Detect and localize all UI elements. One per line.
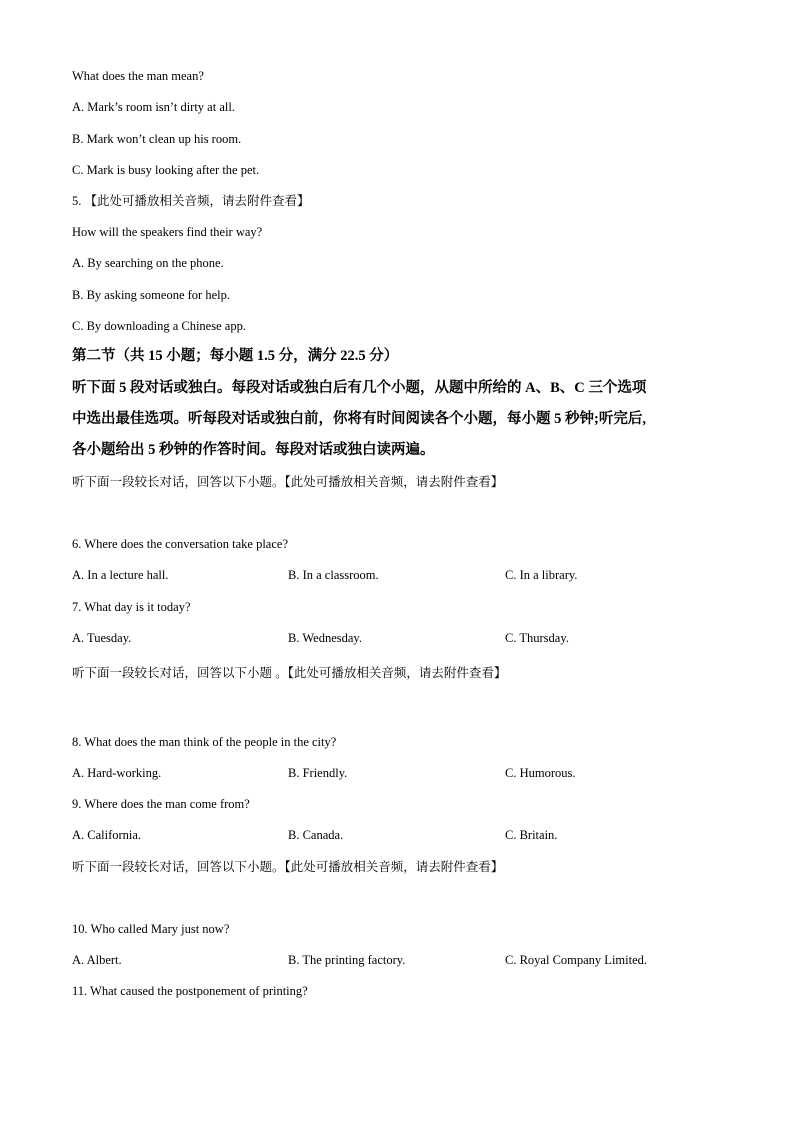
q7-question: 7. What day is it today? bbox=[72, 600, 191, 614]
dialog3-audio-prompt: 听下面一段较长对话，回答以下小题。【此处可播放相关音频，请去附件查看】 bbox=[72, 860, 504, 874]
dialog1-audio-prompt: 听下面一段较长对话，回答以下小题。【此处可播放相关音频，请去附件查看】 bbox=[72, 475, 504, 489]
q5-audio-prompt: 5. 【此处可播放相关音频，请去附件查看】 bbox=[72, 194, 310, 208]
q5-option-a: A. By searching on the phone. bbox=[72, 256, 224, 270]
q8-option-b: B. Friendly. bbox=[288, 766, 348, 780]
q5-question: How will the speakers find their way? bbox=[72, 225, 263, 239]
q10-question: 10. Who called Mary just now? bbox=[72, 922, 230, 936]
q8-option-c: C. Humorous. bbox=[505, 766, 576, 780]
q8-option-a: A. Hard-working. bbox=[72, 766, 162, 780]
section2-instruction-line: 各小题给出 5 秒钟的作答时间。每段对话或独白读两遍。 bbox=[72, 442, 435, 458]
q4-option-b: B. Mark won’t clean up his room. bbox=[72, 132, 242, 146]
q10-option-c: C. Royal Company Limited. bbox=[505, 953, 648, 967]
section2-heading: 第二节（共 15 小题；每小题 1.5 分，满分 22.5 分） bbox=[72, 348, 399, 364]
q7-option-a: A. Tuesday. bbox=[72, 631, 132, 645]
q4-question: What does the man mean? bbox=[72, 69, 204, 83]
dialog2-audio-prompt: 听下面一段较长对话，回答以下小题 。【此处可播放相关音频，请去附件查看】 bbox=[72, 666, 507, 680]
q5-option-c: C. By downloading a Chinese app. bbox=[72, 319, 246, 333]
section2-instruction-line: 听下面 5 段对话或独白。每段对话或独白后有几个小题，从题中所给的 A、B、C 三个选项 bbox=[72, 380, 647, 396]
section2-instruction-line: 中选出最佳选项。听每段对话或独白前，你将有时间阅读各个小题，每小题 5 秒钟;听完后, bbox=[72, 411, 646, 427]
q6-option-b: B. In a classroom. bbox=[288, 568, 379, 582]
q8-question: 8. What does the man think of the people in the city? bbox=[72, 735, 337, 749]
q9-option-c: C. Britain. bbox=[505, 828, 558, 842]
q9-question: 9. Where does the man come from? bbox=[72, 797, 250, 811]
q7-option-c: C. Thursday. bbox=[505, 631, 569, 645]
q11-question: 11. What caused the postponement of printing? bbox=[72, 984, 308, 998]
q10-option-b: B. The printing factory. bbox=[288, 953, 406, 967]
q4-option-c: C. Mark is busy looking after the pet. bbox=[72, 163, 260, 177]
q10-option-a: A. Albert. bbox=[72, 953, 122, 967]
q6-option-c: C. In a library. bbox=[505, 568, 578, 582]
q4-option-a: A. Mark’s room isn’t dirty at all. bbox=[72, 100, 235, 114]
q6-option-a: A. In a lecture hall. bbox=[72, 568, 169, 582]
q7-option-b: B. Wednesday. bbox=[288, 631, 362, 645]
q5-option-b: B. By asking someone for help. bbox=[72, 288, 230, 302]
q9-option-b: B. Canada. bbox=[288, 828, 344, 842]
q9-option-a: A. California. bbox=[72, 828, 142, 842]
q6-question: 6. Where does the conversation take place? bbox=[72, 537, 288, 551]
